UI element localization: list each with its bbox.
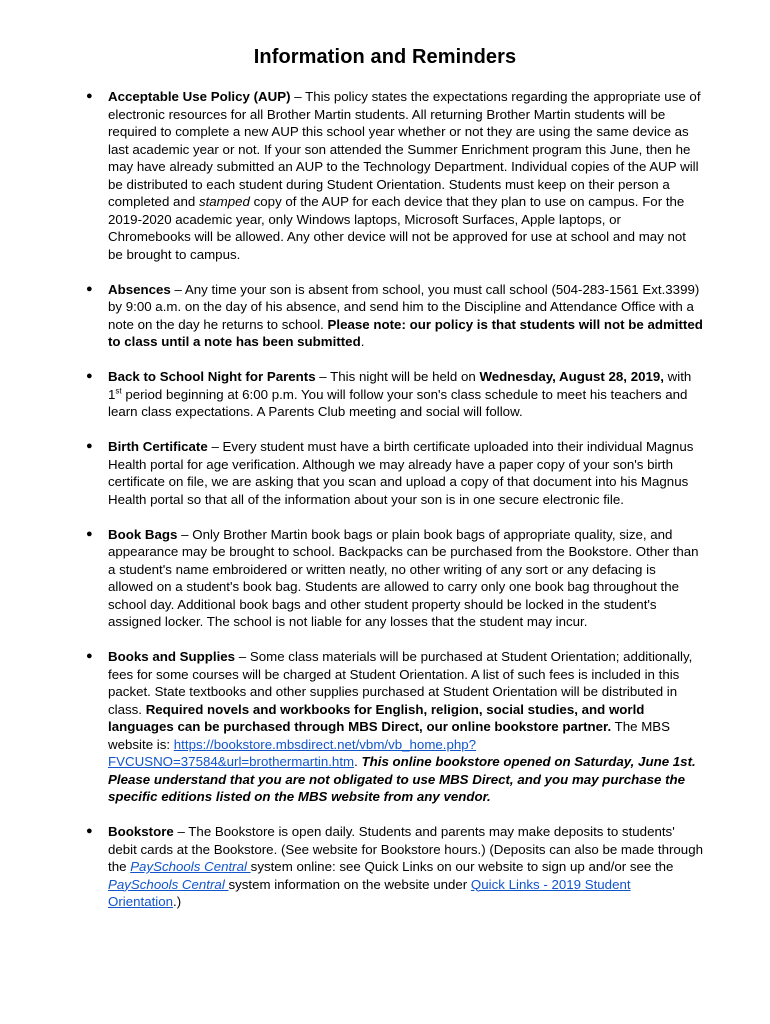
body-text: .) bbox=[173, 894, 182, 909]
bold-text: Bookstore bbox=[108, 824, 174, 839]
bullet-icon: ● bbox=[86, 440, 93, 452]
list-item-books-and-supplies bbox=[0, 648, 704, 806]
body-text: copy of the AUP for each device that they plan to use on campus. For the 2019-2020 academic year, only Windows laptops, Microsoft Surfaces, Apple laptops, or Chromebooks will be allowed. Any other device will not be approved for use at school and may not be brought to campus. bbox=[108, 194, 686, 262]
body-text: – The Bookstore is open daily. Students and parents may make deposits to students' debit cards at the Bookstore. (See website for Bookstore hours.) (Deposits can also be made through the bbox=[108, 824, 703, 874]
list-item-absences bbox=[0, 281, 704, 351]
italic-text: stamped bbox=[198, 194, 250, 209]
link[interactable]: https://bookstore.mbsdirect.net/vbm/vb_home.php?FVCUSNO=37584&url=brothermartin.htm bbox=[108, 736, 477, 769]
list-item-back-to-school-night bbox=[0, 368, 704, 421]
list-item-aup bbox=[0, 88, 704, 263]
body-text: system online: see Quick Links on our website to sign up and/or see the bbox=[250, 859, 674, 874]
body-text: system information on the website under bbox=[228, 876, 471, 892]
bold-text: Required novels and workbooks for English, religion, social studies, and world languages can be purchased through MBS Direct, our online bookstore partner. bbox=[108, 701, 645, 734]
bold-text: Please note: our policy is that students will not be admitted to class until a note has been submitted bbox=[108, 316, 703, 349]
body-text: – Any time your son is absent from school, you must call school (504-283-1561 Ext.3399) by 9:00 a.m. on the day of his absence, and send him to the Discipline and Attendance Office with a note on the day he returns to school. bbox=[108, 281, 700, 332]
bold-text: Acceptable Use Policy (AUP) bbox=[108, 89, 291, 104]
body-text: – This night will be held on bbox=[315, 369, 480, 384]
bullet-icon: ● bbox=[86, 370, 93, 382]
link[interactable]: PaySchools Central bbox=[130, 859, 251, 874]
body-text: with 1 bbox=[108, 369, 692, 402]
link[interactable]: PaySchools Central bbox=[108, 876, 229, 892]
bold-text: Back to School Night for Parents bbox=[108, 369, 316, 384]
superscript-text: st bbox=[115, 386, 122, 396]
body-text: – This policy states the expectations regarding the appropriate use of electronic resources for all Brother Martin students. All returning Brother Martin students will be required to complete a new AUP this school year whether or not they are using the same device as last academic year or not. If your son attended the Summer Enrichment program this June, then he may have already submitted an AUP to the Technology Department. Individual copies of the AUP will be distributed to each student during Student Orientation. Students must keep on their person a completed and bbox=[108, 89, 701, 209]
list-item-birth-certificate bbox=[0, 438, 704, 508]
body-text: . bbox=[360, 334, 365, 349]
body-text: – Every student must have a birth certificate uploaded into their individual Magnus Health portal for age verification. Although we may already have a paper copy of your son's birth certificate on file, we are asking that you scan and upload a copy of that document into his Magnus Health portal so that all of the information about your son is in one secure electronic file. bbox=[108, 439, 694, 507]
bold-italic-text: This online bookstore opened on Saturday, June 1st. Please understand that you are not obligated to use MBS Direct, and you may purchase the specific editions listed on the MBS website from any vendor. bbox=[108, 754, 696, 804]
link[interactable]: Quick Links - 2019 Student Orientation bbox=[108, 876, 631, 909]
bold-text: Book Bags bbox=[108, 526, 178, 542]
bold-text: Absences bbox=[108, 281, 171, 297]
body-text: . bbox=[354, 754, 362, 769]
bold-text: Wednesday, August 28, 2019, bbox=[479, 369, 664, 384]
page-title: Information and Reminders bbox=[253, 46, 517, 68]
bullet-icon: ● bbox=[86, 825, 93, 837]
bullet-icon: ● bbox=[86, 527, 93, 540]
reminders-list bbox=[0, 88, 770, 928]
body-text: – Some class materials will be purchased at Student Orientation; additionally, fees for some courses will be charged at Student Orientation. A list of such fees is included in this packet. State textbooks and other supplies purchased at Student Orientation will be distributed in class. bbox=[108, 649, 693, 717]
bold-text: Birth Certificate bbox=[108, 439, 208, 454]
body-text: – Only Brother Martin book bags or plain book bags of appropriate quality, size, and appearance may be brought to school. Backpacks can be purchased from the Bookstore. Other than a student's name embroidered or written neatly, no other writing of any sort or any defacing is allowed on a student's book bag. Students are allowed to carry only one book bag throughout the school day. Additional book bags and other student property should be locked in the student's assigned locker. The school is not liable for any losses that the student may incur. bbox=[108, 526, 699, 629]
bullet-icon: ● bbox=[86, 650, 93, 662]
bullet-icon: ● bbox=[86, 282, 93, 295]
list-item-bookstore bbox=[0, 823, 704, 911]
body-text: The MBS website is: bbox=[108, 719, 671, 752]
list-item-book-bags bbox=[0, 526, 704, 631]
body-text: period beginning at 6:00 p.m. You will follow your son's class schedule to meet his teachers and learn class expectations. A Parents Club meeting and social will follow. bbox=[108, 386, 688, 419]
bullet-icon: ● bbox=[86, 90, 93, 102]
bold-text: Books and Supplies bbox=[108, 649, 236, 664]
